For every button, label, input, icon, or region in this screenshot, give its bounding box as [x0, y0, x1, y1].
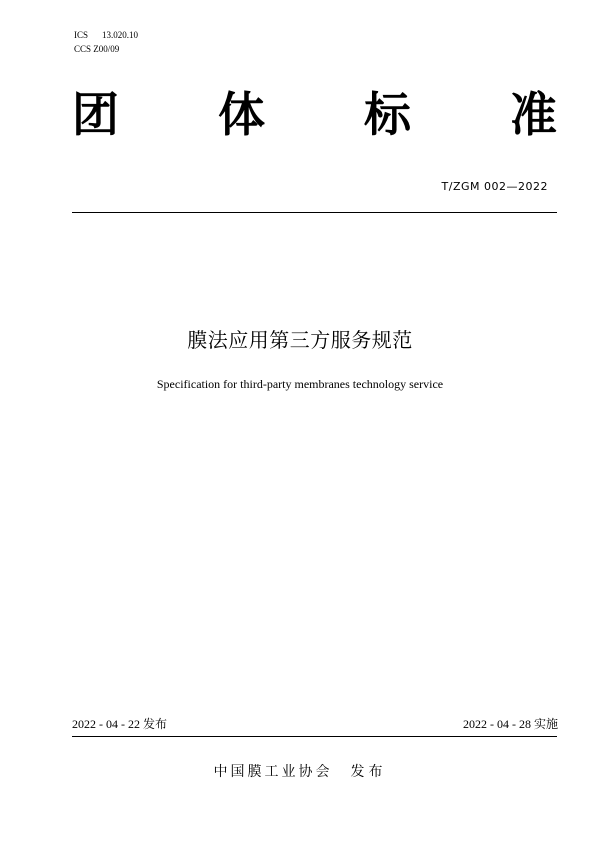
header-divider: [72, 212, 557, 213]
publish-date: 2022 - 04 - 22 发布: [72, 717, 167, 731]
ccs-classification: CCS Z00/09: [74, 44, 120, 54]
standard-number: T/ZGM 002—2022: [441, 180, 548, 193]
document-type-char-1: 团: [72, 88, 119, 143]
ics-classification: [74, 30, 138, 41]
document-type-char-4: 准: [510, 88, 557, 143]
issue-action: 发布: [350, 764, 387, 780]
ics-label: ICS: [74, 30, 89, 40]
ics-code: 13.020.10: [102, 30, 139, 40]
document-type-char-3: 标: [364, 88, 411, 143]
document-title-english: Specification for third-party membranes technology service: [156, 377, 444, 391]
issuing-organization: 中国膜工业协会: [213, 764, 333, 780]
document-title-chinese: 膜法应用第三方服务规范: [187, 328, 413, 352]
effective-date: 2022 - 04 - 28 实施: [463, 717, 558, 731]
document-type-char-2: 体: [218, 88, 265, 143]
issuer-line: [0, 763, 600, 781]
footer-divider: [72, 736, 557, 737]
